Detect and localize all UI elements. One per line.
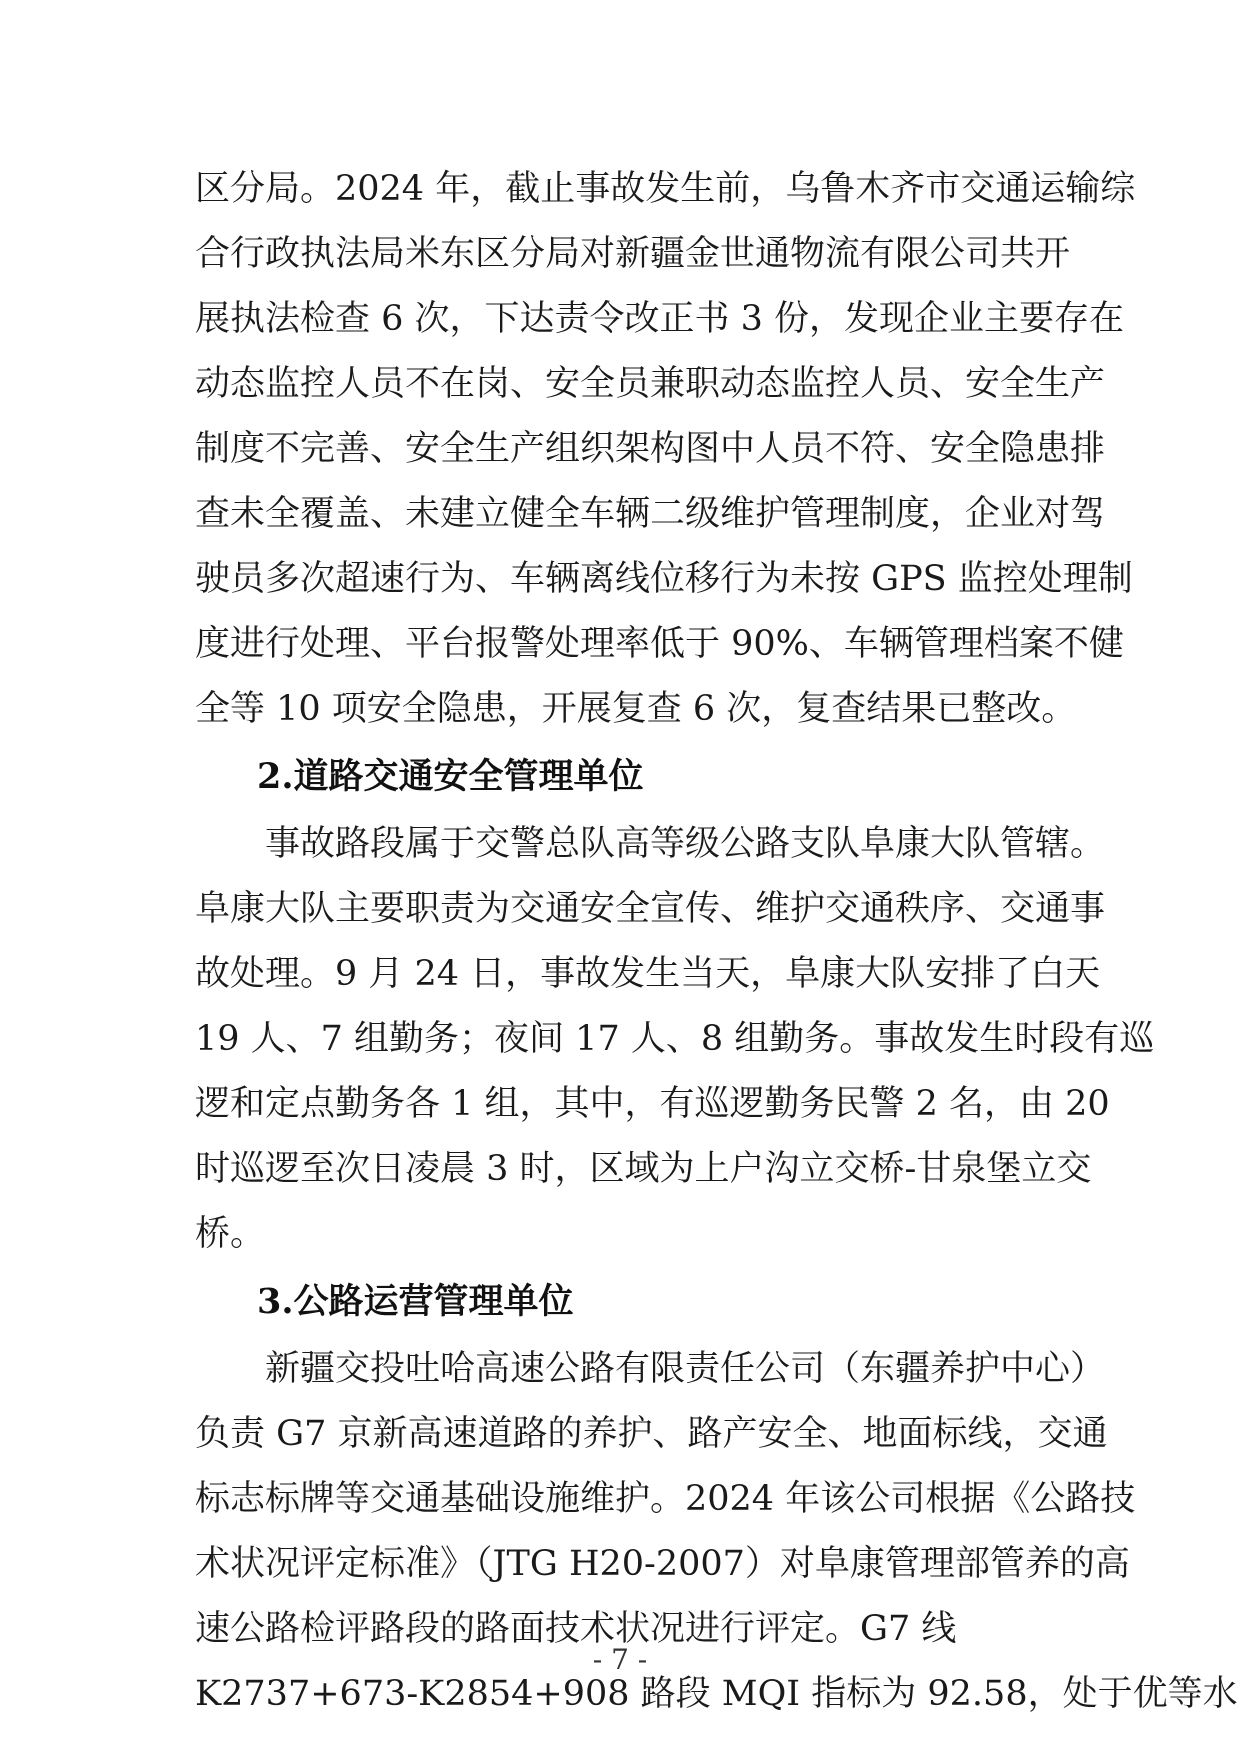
- text-line: 全等 10 项安全隐患，开展复查 6 次，复查结果已整改。: [195, 689, 1077, 729]
- text-line: 新疆交投吐哈高速公路有限责任公司（东疆养护中心）: [265, 1349, 1106, 1389]
- text-line: 制度不完善、安全生产组织架构图中人员不符、安全隐患排: [195, 429, 1106, 469]
- text-line: 速公路检评路段的路面技术状况进行评定。G7 线: [195, 1609, 957, 1649]
- text-line: 标志标牌等交通基础设施维护。2024 年该公司根据《公路技: [195, 1479, 1136, 1519]
- text-line: 负责 G7 京新高速道路的养护、路产安全、地面标线，交通: [195, 1414, 1108, 1454]
- text-line: 区分局。2024 年，截止事故发生前，乌鲁木齐市交通运输综: [195, 169, 1136, 209]
- text-line: 逻和定点勤务各 1 组，其中，有巡逻勤务民警 2 名，由 20: [195, 1084, 1110, 1124]
- page-number: - 7 -: [592, 1643, 648, 1676]
- text-line: 展执法检查 6 次，下达责令改正书 3 份，发现企业主要存在: [195, 299, 1125, 339]
- paragraph-1: [195, 157, 1136, 742]
- text-line: 桥。: [195, 1214, 266, 1254]
- text-line: 19 人、7 组勤务；夜间 17 人、8 组勤务。事故发生时段有巡: [195, 1019, 1155, 1059]
- paragraph-2: [195, 812, 1155, 1267]
- text-line: 驶员多次超速行为、车辆离线位移行为未按 GPS 监控处理制: [195, 559, 1133, 599]
- text-line: 阜康大队主要职责为交通安全宣传、维护交通秩序、交通事: [195, 889, 1106, 929]
- text-line: 时巡逻至次日凌晨 3 时，区域为上户沟立交桥-甘泉堡立交: [195, 1149, 1092, 1189]
- text-line: 合行政执法局米东区分局对新疆金世通物流有限公司共开: [195, 234, 1071, 274]
- text-line: 查未全覆盖、未建立健全车辆二级维护管理制度，企业对驾: [195, 494, 1106, 534]
- section-heading-road-traffic-safety: 2.道路交通安全管理单位: [257, 756, 644, 797]
- text-line: 度进行处理、平台报警处理率低于 90%、车辆管理档案不健: [195, 624, 1124, 664]
- text-line: 事故路段属于交警总队高等级公路支队阜康大队管辖。: [265, 824, 1106, 864]
- text-line: 故处理。9 月 24 日，事故发生当天，阜康大队安排了白天: [195, 954, 1101, 994]
- text-line: K2737+673-K2854+908 路段 MQI 指标为 92.58，处于优等水: [195, 1674, 1238, 1714]
- section-heading-highway-operation: 3.公路运营管理单位: [257, 1281, 574, 1322]
- text-line: 术状况评定标准》（JTG H20-2007）对阜康管理部管养的高: [195, 1544, 1130, 1584]
- text-line: 动态监控人员不在岗、安全员兼职动态监控人员、安全生产: [195, 364, 1106, 404]
- page-body: [195, 157, 1238, 1727]
